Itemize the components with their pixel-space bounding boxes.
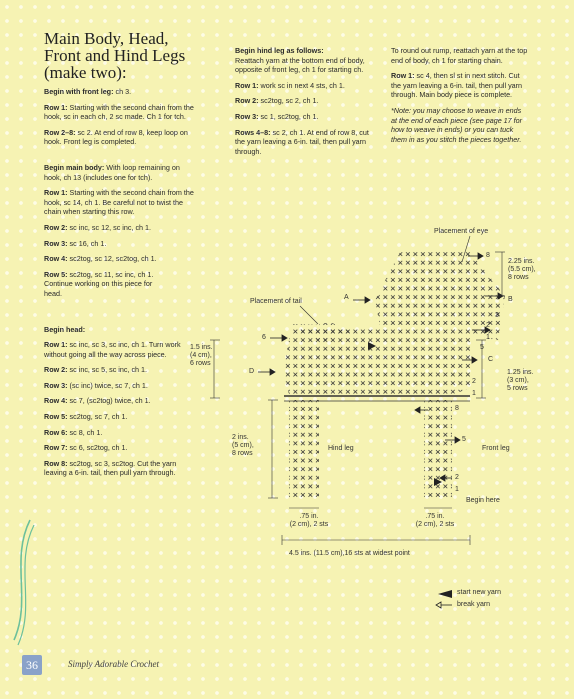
row-text: sc2tog, sc 7, ch 1. [67,412,128,422]
row-number: 1 [486,334,490,341]
row-text: sc 16, ch 1. [67,238,107,248]
tail-leader [300,306,318,324]
row-text: sc 2, ch 1. At end of row 8, cut the yarn leaving a 6-in. tail, then pull yarn through. [235,127,369,156]
row-text: sc 1, sc2tog, ch 1. [258,111,319,121]
row-label: Row 3: [44,380,68,390]
dim-line: 1.5 ins. [190,344,213,351]
dim-right [507,369,533,394]
row-text: sc inc, sc 3, sc inc, ch 1. Turn work without going all the way across piece. [44,340,181,359]
row-label: Row 4: [44,396,68,406]
dim-hind-width [286,513,332,529]
hind-leg-grid [289,400,319,498]
row-text: (sc inc) twice, sc 7, ch 1. [67,380,148,390]
marker-c: C [488,356,494,363]
hind-leg-label: Begin hind leg as follows: [235,46,324,55]
row-text: sc 2. At end of row 8, keep loop on hook. Front leg is completed. [44,127,188,147]
dim-line: 2.25 ins. [508,258,535,265]
dim-line: (2 cm), 2 sts [415,521,455,529]
row-label: Row 1: [235,80,259,90]
weave-note: *Note: you may choose to weave in ends at the end of each piece (see page 17 for how to weave in ends) or you can tuck them in as you stitch the pieces together. [391,105,523,144]
dim-line: 5 rows [507,385,528,393]
book-title: Simply Adorable Crochet [68,659,159,669]
row-number: 6 [262,334,266,341]
row-label: Row 1: [44,340,68,350]
row-label: Row 2: [44,222,68,232]
row-label: Row 2: [44,365,68,375]
row-label: Row 1: [44,188,68,198]
row-number: 5 [462,436,466,443]
row-number: 8 [486,252,490,259]
label-hind-leg: Hind leg [328,445,354,452]
row-label: Row 8: [44,458,68,468]
row-label: Row 3: [235,111,259,121]
row-text: sc2tog, sc 11, sc inc, ch 1. Continue working on this piece for head. [44,269,154,298]
marker-b: B [508,296,513,303]
title-line-1: Main Body, Head, [44,29,169,48]
front-leg-label: Begin with front leg: [44,87,114,96]
dim-leg [232,434,254,459]
dim-line: (4 cm), [190,352,212,360]
title-line-3: (make two): [44,63,127,82]
row-text: Starting with the second chain from the hook, sc in each ch, 2 sc made. Ch 1 for tch. [44,102,194,122]
legend-break-arrow [436,602,452,608]
row-number: 2 [486,322,490,329]
row-label: Row 7: [44,443,68,453]
row-text: sc2tog, sc 3, sc2tog. Cut the yarn leaving a 6-in. tail, then pull yarn through. [44,458,177,478]
row-label: Row 2–8: [44,127,76,137]
row-text: work sc in next 4 sts, ch 1. [258,80,345,90]
label-placement-tail: Placement of tail [250,298,302,305]
dim-line: .75 in. [425,513,445,520]
dim-line: (3 cm), [507,377,529,385]
row-text: Starting with the second chain from the hook, sc 14, ch 1. Be careful not to twist the chain when starting this row. [44,188,194,217]
dim-body [190,344,213,369]
marker-a: A [344,294,349,301]
row-label: Row 3: [44,238,68,248]
dim-line: (2 cm), 2 sts [289,521,329,529]
row-text: sc 6, sc2tog, ch 1. [67,443,128,453]
hind-leg-intro: Reattach yarn at the bottom end of body, opposite of front leg, ch 1 for starting ch. [235,55,365,75]
row-label: Row 1: [44,102,68,112]
dim-line: 6 rows [190,360,211,368]
front-leg-text: ch 3. [113,87,132,96]
dim-line: 8 rows [232,450,253,458]
dim-line: (5 cm), [232,442,254,450]
row-number: 2 [455,474,459,481]
row-label: Row 4: [44,254,68,264]
head-label: Begin head: [44,324,86,334]
row-text: sc 7, (sc2tog) twice, ch 1. [67,396,151,406]
title-line-2: Front and Hind Legs [44,46,186,65]
dim-front-width [410,513,460,529]
row-text: sc 8, ch 1. [67,427,103,437]
row-number: 8 [455,405,459,412]
dim-line: .75 in. [299,513,319,520]
row-text: sc2tog, sc 12, sc2tog, ch 1. [67,254,157,264]
row-label: Row 5: [44,269,68,279]
label-begin-here: Begin here [466,497,500,504]
legend-start: start new yarn [457,589,501,596]
row-label: Row 6: [44,427,68,437]
dim-line: 2 ins. [232,434,249,441]
dim-line: 1.25 ins. [507,369,534,376]
row-label: Row 5: [44,412,68,422]
yarn-decoration [0,0,60,699]
marker-d: D [249,368,255,375]
page-number: 36 [22,655,42,675]
legend-start-arrow [438,590,452,598]
row-text: sc 4, then sl st in next stitch. Cut the yarn leaving a 6-in. tail, then pull yarn through. Main body piece is complete. [391,71,523,100]
dim-line: (5.5 cm), [508,266,536,274]
row-label: Row 1: [391,71,415,81]
row-number: 2 [472,378,476,385]
rump-intro: To round out rump, reattach yarn at the top end of body, ch 1 for starting chain. [391,46,528,65]
main-body-label: Begin main body: [44,162,105,172]
row-number: 1 [472,390,476,397]
row-text: sc2tog, sc 2, ch 1. [258,96,319,106]
row-number: 3 [495,312,499,319]
row-label: Rows 4–8: [235,127,271,137]
row-number: 5 [480,344,484,351]
legend-break: break yarn [457,601,491,608]
dim-line: 8 rows [508,274,529,282]
row-number: 1 [455,486,459,493]
row-text: sc inc, sc 5, sc inc, ch 1. [67,365,148,375]
label-placement-eye: Placement of eye [434,228,489,235]
dim-total: 4.5 ins. (11.5 cm),16 sts at widest point [289,550,410,557]
dim-head [508,258,536,283]
row-label: Row 2: [235,96,259,106]
label-front-leg: Front leg [482,445,510,452]
row-text: sc inc, sc 12, sc inc, ch 1. [67,222,152,232]
main-body-text: With loop remaining on hook, ch 13 (includes one for tch). [44,162,180,182]
